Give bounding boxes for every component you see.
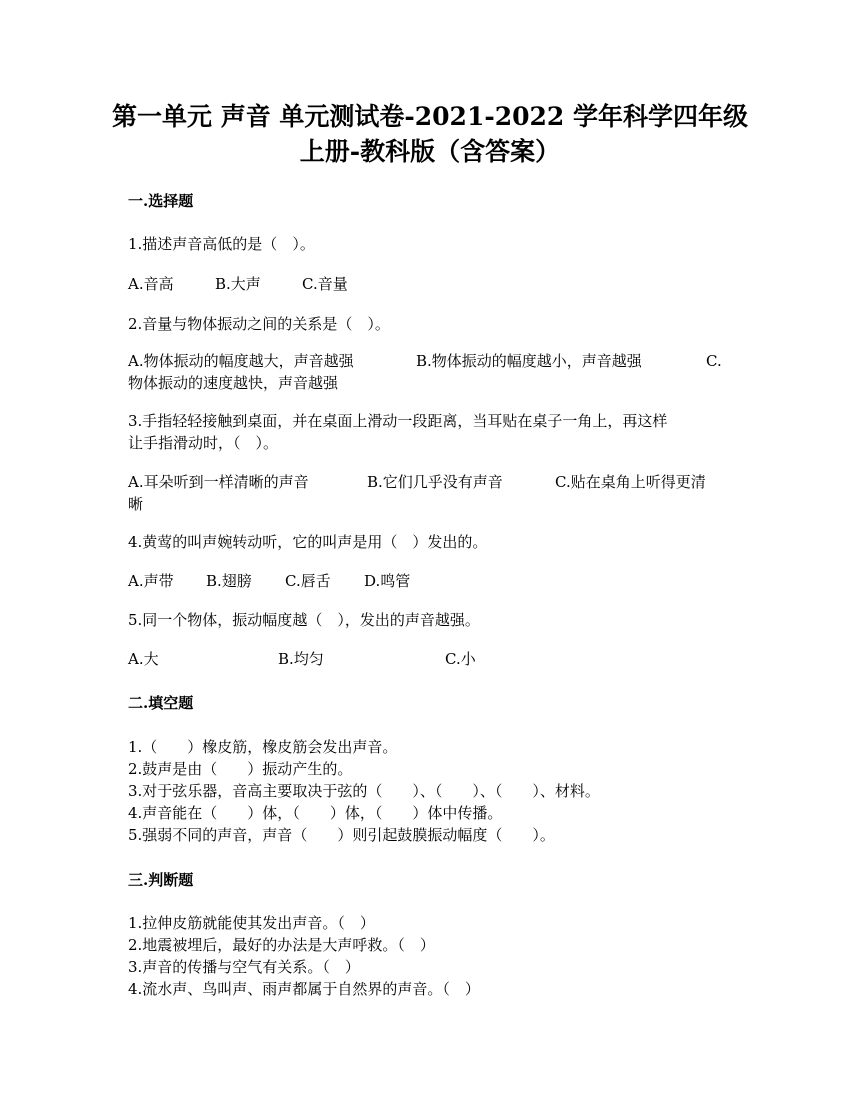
question-4-option-a: A.声带 bbox=[128, 572, 174, 590]
question-2-option-c-label: C. bbox=[706, 352, 722, 370]
section-heading-choice: 一.选择题 bbox=[128, 192, 194, 210]
question-4-stem: 4.黄莺的叫声婉转动听，它的叫声是用（ ）发出的。 bbox=[128, 533, 488, 551]
question-3-option-c-continuation: 晰 bbox=[128, 495, 144, 513]
question-2-option-b: B.物体振动的幅度越小，声音越强 bbox=[416, 352, 642, 370]
document-title-line2: 上册-教科版（含答案） bbox=[299, 137, 561, 166]
question-5-option-a: A.大 bbox=[128, 650, 159, 668]
fill-item-5: 5.强弱不同的声音，声音（ ）则引起鼓膜振动幅度（ ）。 bbox=[128, 826, 555, 844]
fill-item-4: 4.声音能在（ ）体，（ ）体，（ ）体中传播。 bbox=[128, 804, 503, 822]
question-5-stem: 5.同一个物体，振动幅度越（ ），发出的声音越强。 bbox=[128, 611, 480, 629]
question-2-option-c-text: 物体振动的速度越快，声音越强 bbox=[128, 374, 339, 392]
question-1-stem: 1.描述声音高低的是（ ）。 bbox=[128, 235, 315, 253]
question-3-option-c: C.贴在桌角上听得更清 bbox=[555, 473, 706, 491]
judge-item-3: 3.声音的传播与空气有关系。（ ） bbox=[128, 958, 360, 976]
section-heading-fill: 二.填空题 bbox=[128, 694, 194, 712]
question-4-option-b: B.翅膀 bbox=[206, 572, 252, 590]
question-3-stem-line1: 3.手指轻轻接触到桌面，并在桌面上滑动一段距离，当耳贴在桌子一角上，再这样 bbox=[128, 412, 668, 430]
fill-item-1: 1.（ ）橡皮筋，橡皮筋会发出声音。 bbox=[128, 738, 398, 756]
judge-item-2: 2.地震被埋后，最好的办法是大声呼救。（ ） bbox=[128, 936, 435, 954]
fill-item-3: 3.对于弦乐器，音高主要取决于弦的（ ）、（ ）、（ ）、材料。 bbox=[128, 782, 600, 800]
judge-item-1: 1.拉伸皮筋就能使其发出声音。（ ） bbox=[128, 914, 375, 932]
question-3-option-a: A.耳朵听到一样清晰的声音 bbox=[128, 473, 309, 491]
question-1-option-a: A.音高 bbox=[128, 275, 174, 293]
question-4-option-c: C.唇舌 bbox=[285, 572, 331, 590]
question-2-stem: 2.音量与物体振动之间的关系是（ ）。 bbox=[128, 315, 390, 333]
question-1-option-c: C.音量 bbox=[302, 275, 348, 293]
question-2-option-a: A.物体振动的幅度越大，声音越强 bbox=[128, 352, 354, 370]
question-1-option-b: B.大声 bbox=[215, 275, 261, 293]
question-3-stem-line2: 让手指滑动时，（ ）。 bbox=[128, 434, 279, 452]
document-title-line1: 第一单元 声音 单元测试卷-2021-2022 学年科学四年级 bbox=[111, 102, 749, 131]
question-5-option-b: B.均匀 bbox=[278, 650, 324, 668]
section-heading-judge: 三.判断题 bbox=[128, 871, 194, 889]
question-3-option-b: B.它们几乎没有声音 bbox=[367, 473, 503, 491]
question-5-option-c: C.小 bbox=[445, 650, 476, 668]
judge-item-4: 4.流水声、鸟叫声、雨声都属于自然界的声音。（ ） bbox=[128, 980, 480, 998]
fill-item-2: 2.鼓声是由（ ）振动产生的。 bbox=[128, 760, 353, 778]
question-4-option-d: D.鸣管 bbox=[364, 572, 411, 590]
